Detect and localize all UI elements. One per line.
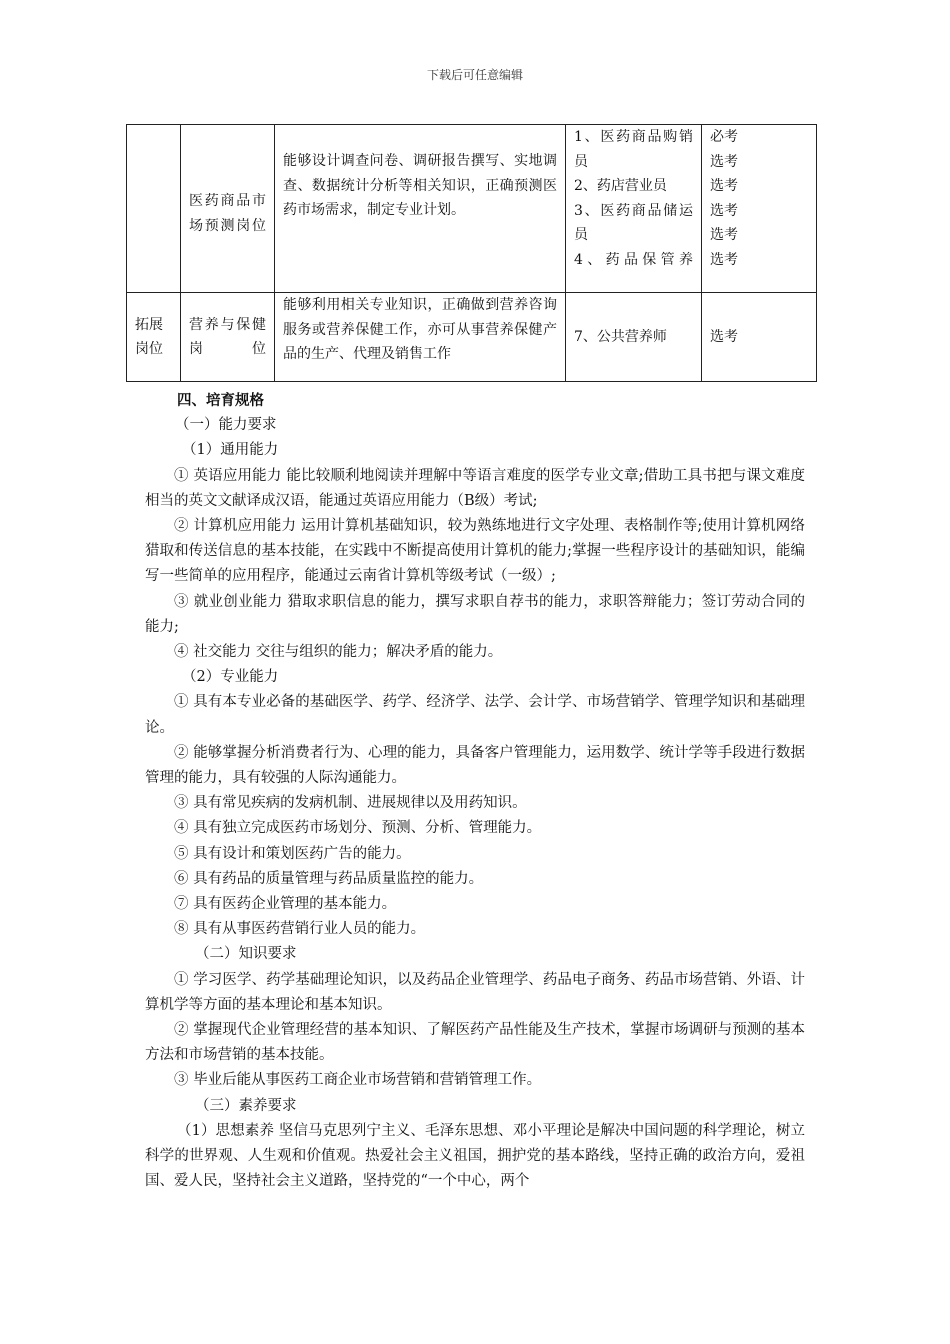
paragraph: ⑧ 具有从事医药营销行业人员的能力。	[174, 921, 426, 938]
category-cell: 拓展岗位	[127, 293, 181, 382]
exam-item: 必考	[710, 129, 738, 145]
paragraph: ① 英语应用能力 能比较顺利地阅读并理解中等语言难度的医学专业文章;借助工具书把与课文难度相当的英文文献译成汉语，能通过英语应用能力（B级）考试;	[145, 467, 805, 509]
paragraph: ④ 具有独立完成医药市场划分、预测、分析、管理能力。	[174, 820, 542, 837]
subsection-title: （二）知识要求	[195, 946, 297, 963]
sub-subsection-title: （2）专业能力	[182, 669, 279, 686]
cert-cell: 7、公共营养师	[566, 293, 702, 382]
paragraph: ② 能够掌握分析消费者行为、心理的能力，具备客户管理能力，运用数学、统计学等手段进行数据管理的能力，具有较强的人际沟通能力。	[145, 744, 805, 787]
exam-cell: 选考	[702, 293, 817, 382]
exam-item: 选考	[710, 227, 738, 243]
position-table	[126, 124, 817, 382]
paragraph: ③ 就业创业能力 猎取求职信息的能力，撰写求职自荐书的能力，求职答辩能力；签订劳动合同的能力;	[145, 593, 805, 635]
exam-item: 选考	[710, 202, 738, 219]
paragraph: ③ 具有常见疾病的发病机制、进展规律以及用药知识。	[174, 795, 527, 812]
cert-item: 2、药店营业员	[574, 178, 667, 194]
paragraph: ② 计算机应用能力 运用计算机基础知识，较为熟练地进行文字处理、表格制作等;使用计算机网络猎取和传送信息的基本技能，在实践中不断提高使用计算机的能力;掌握一些程序设计的基础知识，能编写一些简单的应用程序，能通过云南省计算机等级考试（一级）;	[145, 518, 805, 585]
position-cell: 医药商品市场预测岗位	[181, 125, 275, 293]
table-row	[127, 293, 817, 382]
paragraph: ④ 社交能力 交往与组织的能力；解决矛盾的能力。	[174, 644, 503, 661]
subsection-title: （一）能力要求	[175, 417, 277, 434]
paragraph: ① 具有本专业必备的基础医学、药学、经济学、法学、会计学、市场营销学、管理学知识和基础理论。	[145, 694, 805, 736]
paragraph: ② 掌握现代企业管理经营的基本知识、了解医药产品性能及生产技术，掌握市场调研与预测的基本方法和市场营销的基本技能。	[145, 1022, 805, 1064]
paragraph: ⑥ 具有药品的质量管理与药品质量监控的能力。	[174, 870, 484, 887]
page-header: 下载后可任意编辑	[426, 68, 523, 82]
paragraph: （1）思想素养 坚信马克思列宁主义、毛泽东思想、邓小平理论是解决中国问题的科学理论，树立科学的世界观、人生观和价值观。热爱社会主义祖国，拥护党的基本路线，坚持正确的政治方向，爱祖国、爱人民，坚持社会主义道路，坚持党的“一个中心，两个	[145, 1122, 805, 1190]
cert-item: 1、医药商品购销员	[574, 129, 693, 170]
paragraph: ③ 毕业后能从事医药工商企业市场营销和营销管理工作。	[174, 1072, 542, 1089]
paragraph: ⑦ 具有医药企业管理的基本能力。	[174, 896, 397, 913]
document-body	[145, 388, 805, 1195]
paragraph: ① 学习医学、药学基础理论知识，以及药品企业管理学、药品电子商务、药品市场营销、外语、计算机学等方面的基本理论和基本知识。	[145, 971, 805, 1013]
exam-item: 选考	[710, 153, 738, 170]
cert-item: 4、药品保管养	[574, 251, 693, 268]
exam-item: 选考	[710, 251, 738, 268]
ability-cell: 能够设计调查问卷、调研报告撰写、实地调查、数据统计分析等相关知识，正确预测医药市场需求，制定专业计划。	[275, 125, 566, 293]
exam-item: 选考	[710, 178, 738, 194]
subsection-title: （三）素养要求	[195, 1097, 297, 1114]
sub-subsection-title: （1）通用能力	[182, 442, 279, 459]
cert-cell	[566, 125, 702, 293]
section-title: 四、培育规格	[177, 392, 264, 409]
exam-cell	[702, 125, 817, 293]
ability-cell: 能够利用相关专业知识，正确做到营养咨询服务或营养保健工作，亦可从事营养保健产品的生产、代理及销售工作	[275, 293, 566, 382]
category-cell	[127, 125, 181, 293]
paragraph: ⑤ 具有设计和策划医药广告的能力。	[174, 845, 411, 862]
table-row	[127, 125, 817, 293]
cert-item: 3、医药商品储运员	[574, 202, 693, 243]
position-cell: 营养与保健岗位	[181, 293, 275, 382]
